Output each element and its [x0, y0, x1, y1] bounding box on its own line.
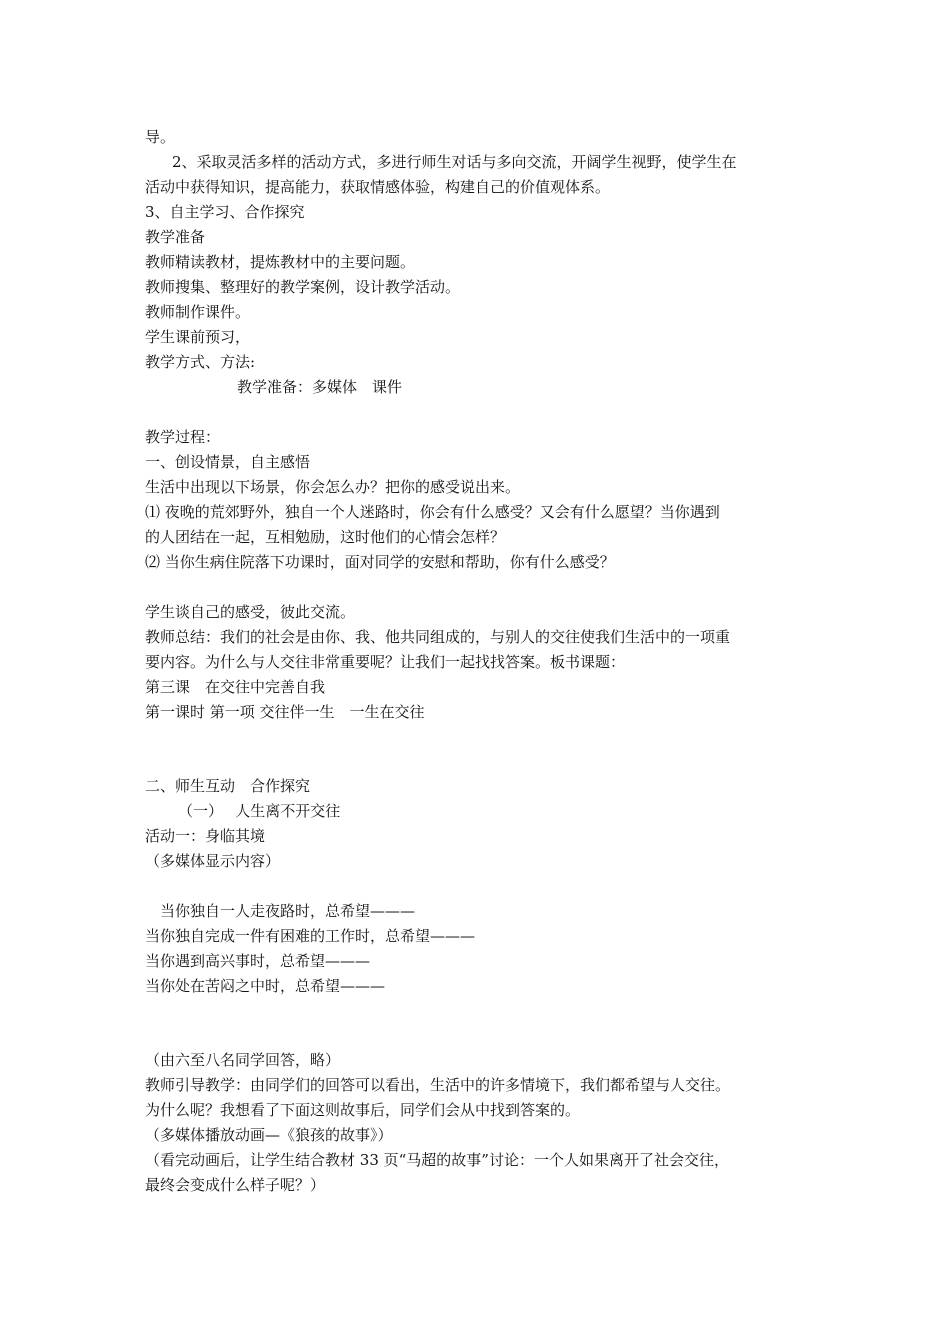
text-line: ⑴ 夜晚的荒郊野外，独自一个人迷路时，你会有什么感受？又会有什么愿望？当你遇到	[145, 503, 720, 521]
text-line: （看完动画后，让学生结合教材 33 页“马超的故事”讨论：一个人如果离开了社会交往，	[145, 1151, 729, 1169]
text-line: 学生谈自己的感受，彼此交流。	[145, 603, 356, 621]
text-line: 当你处在苦闷之中时，总希望———	[145, 977, 386, 995]
text-line: 要内容。为什么与人交往非常重要呢？让我们一起找找答案。板书课题：	[145, 653, 626, 671]
text-line: （多媒体播放动画—《狼孩的故事》）	[145, 1126, 393, 1144]
text-line: （由六至八名同学回答，略）	[145, 1051, 341, 1069]
text-line: 最终会变成什么样子呢？）	[145, 1176, 326, 1194]
section-heading: 3、自主学习、合作探究	[145, 203, 305, 221]
text-line: 当你遇到高兴事时，总希望———	[145, 952, 371, 970]
text-line: 当你独自完成一件有困难的工作时，总希望———	[145, 927, 476, 945]
text-line: 活动一：身临其境	[145, 827, 266, 845]
text-line: 的人团结在一起，互相勉励，这时他们的心情会怎样？	[145, 528, 506, 546]
text-line: 教师引导教学：由同学们的回答可以看出，生活中的许多情境下，我们都希望与人交往。	[145, 1076, 731, 1094]
text-line: 教师搜集、整理好的教学案例，设计教学活动。	[145, 278, 461, 296]
lesson-title: 第三课 在交往中完善自我	[145, 678, 326, 696]
lesson-subtitle: 第一课时 第一项 交往伴一生 一生在交往	[145, 703, 425, 721]
text-line: 教师精读教材，提炼教材中的主要问题。	[145, 253, 416, 271]
text-line: 教学准备	[145, 228, 206, 246]
text-line: 教学方式、方法:	[145, 353, 256, 371]
text-line: ⑵ 当你生病住院落下功课时，面对同学的安慰和帮助，你有什么感受？	[145, 553, 615, 571]
text-line: 2、采取灵活多样的活动方式，多进行师生对话与多向交流，开阔学生视野，使学生在	[172, 153, 737, 171]
text-line: 教学准备：多媒体 课件	[237, 378, 403, 396]
text-line: 教师总结：我们的社会是由你、我、他共同组成的，与别人的交往使我们生活中的一项重	[145, 628, 731, 646]
text-line: 教师制作课件。	[145, 303, 251, 321]
section-heading: 教学过程：	[145, 428, 221, 446]
text-line: （多媒体显示内容）	[145, 852, 281, 870]
section-heading: 一、创设情景，自主感悟	[145, 453, 311, 471]
text-line: 当你独自一人走夜路时，总希望———	[160, 902, 416, 920]
text-line: 为什么呢？我想看了下面这则故事后，同学们会从中找到答案的。	[145, 1101, 581, 1119]
text-line: 导。	[145, 128, 176, 146]
text-line: 学生课前预习，	[145, 328, 251, 346]
text-line: 活动中获得知识，提高能力，获取情感体验，构建自己的价值观体系。	[145, 178, 611, 196]
section-heading: 二、师生互动 合作探究	[145, 777, 311, 795]
text-line: 生活中出现以下场景，你会怎么办？把你的感受说出来。	[145, 478, 521, 496]
text-line: （一） 人生离不开交往	[178, 802, 341, 820]
